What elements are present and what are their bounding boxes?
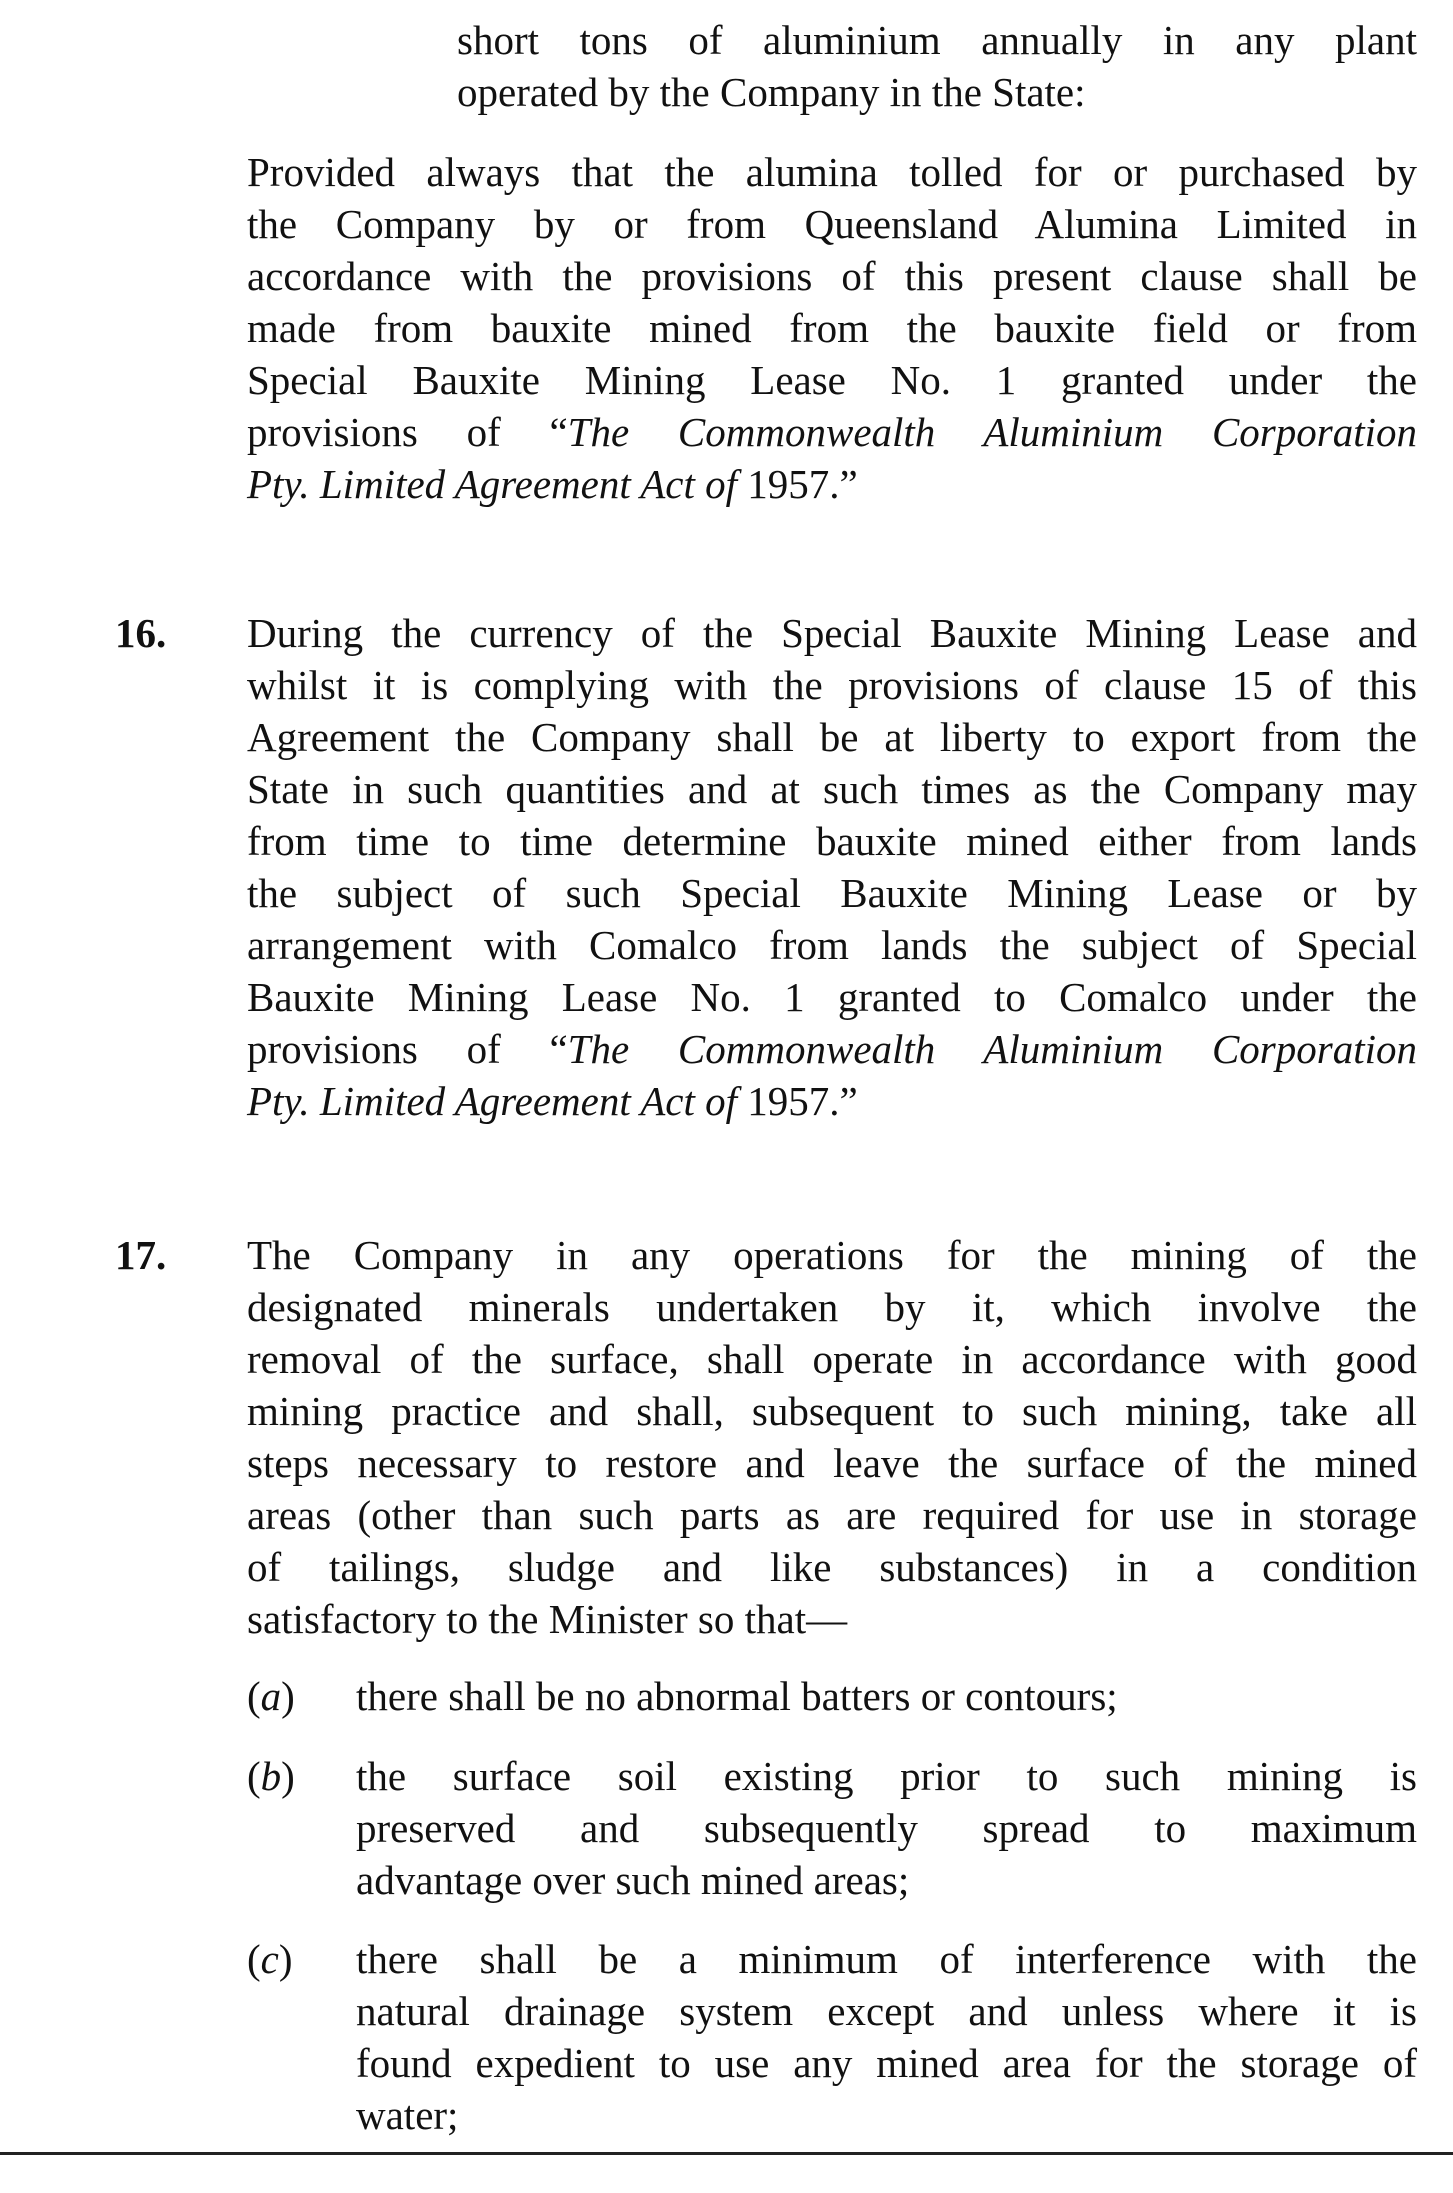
text-line: arrangement with Comalco from lands the subject of Special <box>247 922 1417 968</box>
clause-17-paragraph <box>247 1229 1417 1697</box>
text-line: the Company by or from Queensland Alumina Limited in <box>247 201 1417 247</box>
subclause-b-text <box>356 1750 1417 1958</box>
text-line: from time to time determine bauxite mined either from lands <box>247 818 1417 864</box>
text-line: During the currency of the Special Bauxite Mining Lease and <box>247 610 1417 656</box>
text-line: The Company in any operations for the mining of the <box>247 1232 1417 1278</box>
text-line: provisions of “The Commonwealth Aluminium Corporation <box>247 1026 1417 1072</box>
text-line: whilst it is complying with the provisions of clause 15 of this <box>247 662 1417 708</box>
text-line: advantage over such mined areas; <box>356 1857 910 1903</box>
text-line: provisions of “The Commonwealth Aluminium Corporation <box>247 409 1417 455</box>
text-line: removal of the surface, shall operate in accordance with good <box>247 1336 1417 1382</box>
text-line: there shall be a minimum of interference with the <box>356 1936 1417 1982</box>
text-line: Pty. Limited Agreement Act of 1957.” <box>247 1078 858 1124</box>
bottom-rule <box>0 2152 1453 2155</box>
text-line: the surface soil existing prior to such mining is <box>356 1753 1417 1799</box>
text-line: preserved and subsequently spread to maximum <box>356 1805 1417 1851</box>
text-line: Special Bauxite Mining Lease No. 1 granted under the <box>247 357 1417 403</box>
text-line: Pty. Limited Agreement Act of 1957.” <box>247 461 858 507</box>
text-line: mining practice and shall, subsequent to such mining, take all <box>247 1388 1417 1434</box>
text-line: water; <box>356 2092 459 2138</box>
text-line: short tons of aluminium annually in any plant <box>457 17 1417 63</box>
text-line: Agreement the Company shall be at liberty to export from the <box>247 714 1417 760</box>
text-line: Bauxite Mining Lease No. 1 granted to Comalco under the <box>247 974 1417 1020</box>
text-line: satisfactory to the Minister so that— <box>247 1596 848 1642</box>
clause-16-number: 16. <box>115 610 167 656</box>
text-line: State in such quantities and at such times as the Company may <box>247 766 1417 812</box>
subclause-a-label: (a) <box>247 1673 295 1719</box>
text-line: there shall be no abnormal batters or contours; <box>356 1673 1118 1719</box>
text-line: Provided always that the alumina tolled for or purchased by <box>247 149 1417 195</box>
text-line: found expedient to use any mined area for the storage of <box>356 2040 1417 2086</box>
text-line: areas (other than such parts as are required for use in storage <box>247 1492 1417 1538</box>
text-line: of tailings, sludge and like substances) in a condition <box>247 1544 1417 1590</box>
text-line: natural drainage system except and unless where it is <box>356 1988 1417 2034</box>
clause-16-paragraph <box>247 607 1417 1179</box>
text-line: designated minerals undertaken by it, which involve the <box>247 1284 1417 1330</box>
proviso-paragraph <box>247 146 1417 562</box>
text-line: made from bauxite mined from the bauxite field or from <box>247 305 1417 351</box>
clause-17-number: 17. <box>115 1232 167 1278</box>
text-line: the subject of such Special Bauxite Mining Lease or by <box>247 870 1417 916</box>
text-line: operated by the Company in the State: <box>457 69 1086 115</box>
subclause-c-label: (c) <box>247 1936 293 1982</box>
text-line: accordance with the provisions of this present clause shall be <box>247 253 1417 299</box>
subclause-b-label: (b) <box>247 1753 295 1799</box>
text-line: steps necessary to restore and leave the surface of the mined <box>247 1440 1417 1486</box>
